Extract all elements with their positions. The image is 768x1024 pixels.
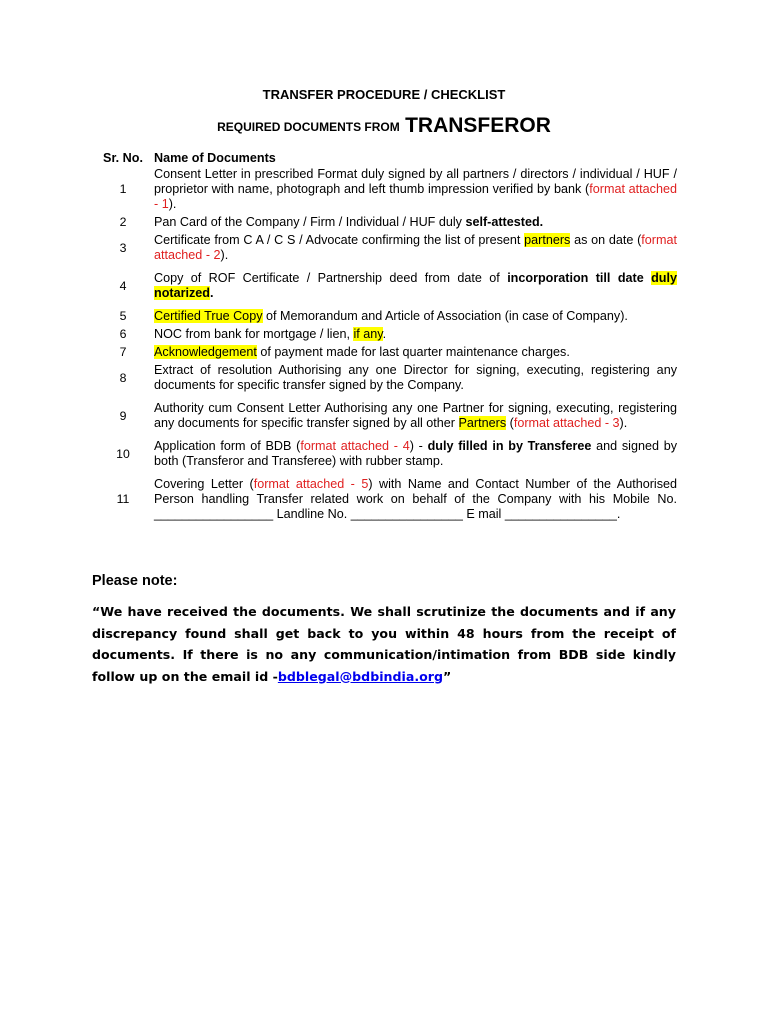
document-title: TRANSFER PROCEDURE / CHECKLIST (262, 87, 506, 102)
format-attached-5: format attached - 5 (253, 477, 369, 491)
row-number: 4 (119, 278, 127, 293)
column-header-name: Name of Documents (154, 151, 276, 165)
row-description: Pan Card of the Company / Firm / Individual / HUF duly self-attested. (154, 215, 544, 229)
subtitle-prefix: REQUIRED DOCUMENTS FROM (217, 120, 400, 134)
table-row (92, 271, 677, 309)
row-number: 3 (119, 240, 127, 255)
table-row (92, 327, 677, 345)
format-attached-3: format attached - 3 (513, 416, 620, 430)
table-row (92, 363, 677, 401)
row-number: 1 (119, 182, 127, 196)
row-description: Extract of resolution Authorising any one Director for signing, executing, registering any documents for specific transfer signed by the Company. (154, 363, 677, 392)
row-number: 7 (119, 345, 127, 359)
row-description: Copy of ROF Certificate / Partnership deed from date of incorporation till date duly notarized. (154, 271, 677, 300)
row-number: 9 (119, 408, 127, 423)
table-row (92, 167, 677, 215)
row-description: Acknowledgement of payment made for last quarter maintenance charges. (154, 345, 570, 359)
format-attached-2: format attached - 2 (154, 233, 677, 262)
row-description: NOC from bank for mortgage / lien, if any. (154, 327, 387, 341)
row-number: 6 (119, 327, 127, 341)
table-header-row (92, 151, 677, 167)
email-link[interactable]: bdblegal@bdbindia.org (277, 668, 443, 684)
table-row (92, 233, 677, 271)
table-row (92, 439, 677, 477)
document-subtitle (0, 114, 768, 138)
row-description: Consent Letter in prescribed Format duly signed by all partners / directors / individual / HUF / proprietor with name, photograph and left thumb impression verified by bank (format attached - 1). (154, 167, 677, 211)
documents-table (92, 151, 677, 525)
row-number: 2 (119, 215, 127, 229)
row-number: 11 (116, 492, 130, 506)
format-attached-4: format attached - 4 (300, 439, 410, 453)
table-row (92, 309, 677, 327)
row-number: 8 (119, 370, 127, 385)
row-description: Certified True Copy of Memorandum and Article of Association (in case of Company). (154, 309, 628, 323)
row-number: 10 (116, 446, 130, 461)
row-number: 5 (119, 309, 127, 323)
subtitle-transferor: TRANSFEROR (405, 114, 551, 137)
table-row (92, 477, 677, 525)
row-description: Authority cum Consent Letter Authorising any one Partner for signing, executing, registering any documents for specific transfer signed by all other Partners (format attached - 3). (154, 401, 677, 430)
format-attached-1: format attached - 1 (154, 182, 677, 211)
please-note-heading: Please note: (92, 573, 178, 589)
row-description: Application form of BDB (format attached - 4) - duly filled in by Transferee and signed by both (Transferor and Transferee) with rubber stamp. (154, 439, 678, 468)
table-row (92, 401, 677, 439)
row-description: Certificate from C A / C S / Advocate confirming the list of present partners as on date (format attached - 2). (154, 233, 677, 262)
row-description: Covering Letter (format attached - 5) with Name and Contact Number of the Authorised Person handling Transfer related work on behalf of the Company with his Mobile No. _________________ Landline No. ________________ E mail ________________. (154, 477, 677, 521)
column-header-sr-no: Sr. No. (103, 151, 143, 165)
table-row (92, 345, 677, 363)
table-row (92, 215, 677, 233)
note-paragraph: “We have received the documents. We shall scrutinize the documents and if any discrepancy found shall get back to you within 48 hours from the receipt of documents. If there is no any communication/intimation from BDB side kindly follow up on the email id -bdblegal@bdbindia.org” (92, 604, 676, 684)
